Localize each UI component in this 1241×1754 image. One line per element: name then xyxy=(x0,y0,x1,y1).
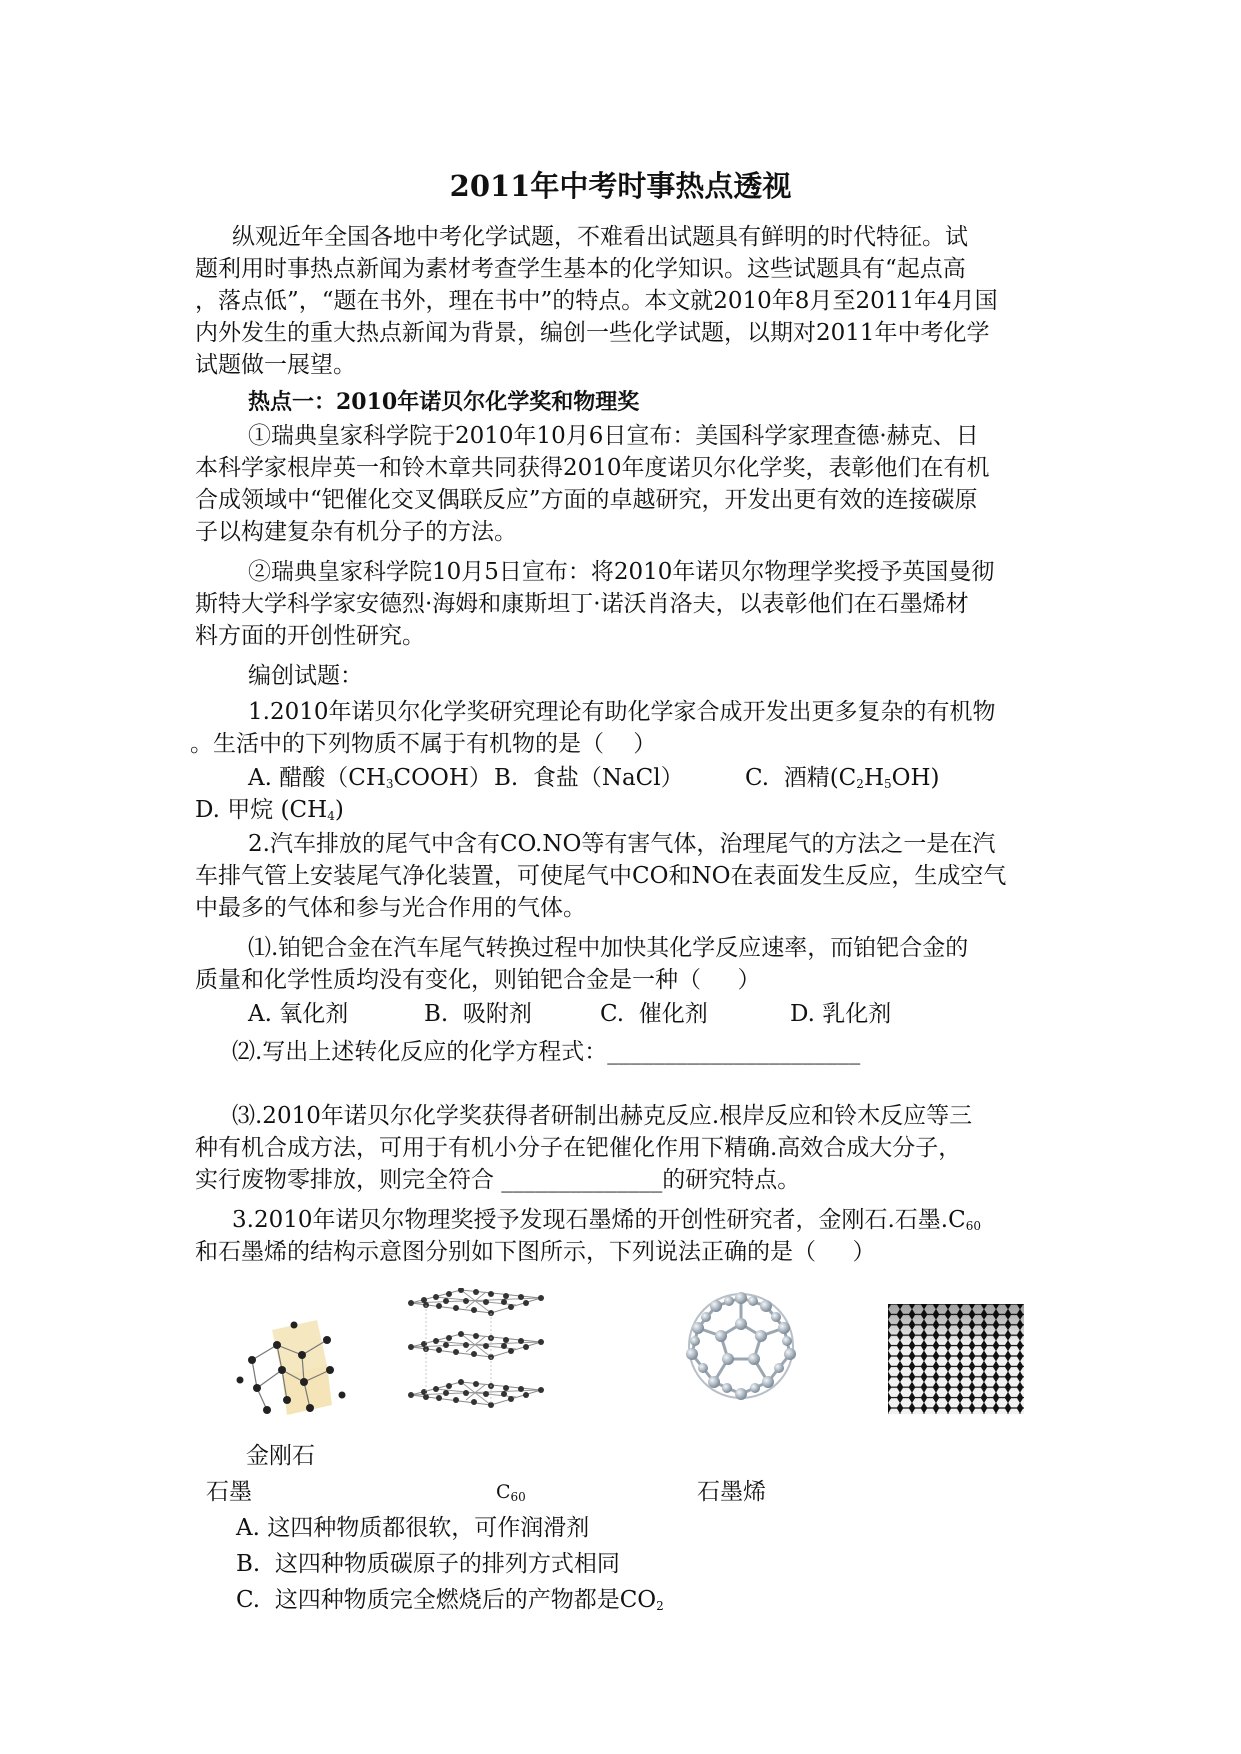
q3-option-c: C. 这四种物质完全燃烧后的产物都是$CO_2$ xyxy=(236,1587,664,1613)
q1-option-d: D. 甲烷 $(CH_4)$ xyxy=(195,797,344,823)
diamond-label: 金刚石 xyxy=(246,1443,315,1469)
question-2-1-line-2: 质量和化学性质均没有变化，则铂钯合金是一种（ ） xyxy=(195,967,761,993)
news-1-line-3: 合成领域中“钯催化交叉偶联反应”方面的卓越研究，开发出更有效的连接碳原 xyxy=(195,487,978,513)
intro-line-5: 试题做一展望。 xyxy=(195,352,356,378)
intro-line-2: 题利用时事热点新闻为素材考查学生基本的化学知识。这些试题具有“起点高 xyxy=(195,256,966,282)
question-2-2: ⑵.写出上述转化反应的化学方程式：______________________ xyxy=(232,1039,861,1065)
question-1-line-1: 1.2010年诺贝尔化学奖研究理论有助化学家合成开发出更多复杂的有机物 xyxy=(248,699,996,725)
q2-1-option-c: C. 催化剂 xyxy=(600,1001,708,1027)
question-2-1-line-1: ⑴.铂钯合金在汽车尾气转换过程中加快其化学反应速率，而铂钯合金的 xyxy=(248,935,969,961)
question-2-3-line-3: 实行废物零排放，则完全符合 ______________的研究特点。 xyxy=(195,1167,801,1193)
question-1-line-2: 。生活中的下列物质不属于有机物的是（ ） xyxy=(190,731,657,757)
question-2-line-1: 2.汽车排放的尾气中含有CO.NO等有害气体，治理尾气的方法之一是在汽 xyxy=(248,831,996,857)
news-2-line-1: ②瑞典皇家科学院10月5日宣布：将2010年诺贝尔物理学奖授予英国曼彻 xyxy=(248,559,995,585)
news-1-line-1: ①瑞典皇家科学院于2010年10月6日宣布：美国科学家理查德·赫克、日 xyxy=(248,423,979,449)
question-2-3-line-2: 种有机合成方法，可用于有机小分子在钯催化作用下精确.高效合成大分子， xyxy=(195,1135,962,1161)
question-2-line-2: 车排气管上安装尾气净化装置，可使尾气中CO和NO在表面发生反应，生成空气 xyxy=(195,863,1007,889)
graphene-label: 石墨烯 xyxy=(697,1479,766,1505)
q2-1-option-a: A. 氧化剂 xyxy=(248,1001,349,1027)
question-3-line-2: 和石墨烯的结构示意图分别如下图所示，下列说法正确的是（ ） xyxy=(195,1239,876,1265)
q3-option-a: A. 这四种物质都很软，可作润滑剂 xyxy=(236,1515,590,1541)
intro-line-3: ，落点低”，“题在书外，理在书中”的特点。本文就2010年8月至2011年4月国 xyxy=(195,288,998,314)
news-2-line-2: 斯特大学科学家安德烈·海姆和康斯坦丁·诺沃肖洛夫，以表彰他们在石墨烯材 xyxy=(195,591,969,617)
news-2-line-3: 料方面的开创性研究。 xyxy=(195,623,425,649)
graphite-label: 石墨 xyxy=(206,1479,252,1505)
graphite-structure-figure xyxy=(406,1288,546,1418)
question-2-3-line-1: ⑶.2010年诺贝尔化学奖获得者研制出赫克反应.根岸反应和铃木反应等三 xyxy=(232,1103,973,1129)
q1-option-b: B. 食盐（NaCl） xyxy=(494,765,684,791)
q2-1-option-d: D. 乳化剂 xyxy=(790,1001,892,1027)
graphene-structure-figure xyxy=(888,1304,1024,1414)
page-title: 2011年中考时事热点透视 xyxy=(449,169,792,203)
section-label: 编创试题： xyxy=(248,663,363,689)
q1-option-a: A. 醋酸$(CH_3COOH)$ xyxy=(248,765,492,791)
c60-label: $C_{60}$ xyxy=(496,1481,526,1504)
question-2-line-3: 中最多的气体和参与光合作用的气体。 xyxy=(195,895,586,921)
news-1-line-4: 子以构建复杂有机分子的方法。 xyxy=(195,519,517,545)
diamond-structure-figure xyxy=(232,1310,352,1420)
q1-option-c: C. 酒精$(C_2H_5OH)$ xyxy=(745,765,940,791)
q3-option-b: B. 这四种物质碳原子的排列方式相同 xyxy=(236,1551,620,1577)
c60-structure-figure xyxy=(676,1284,806,1409)
intro-line-1: 纵观近年全国各地中考化学试题，不难看出试题具有鲜明的时代特征。试 xyxy=(232,224,968,250)
news-1-line-2: 本科学家根岸英一和铃木章共同获得2010年度诺贝尔化学奖，表彰他们在有机 xyxy=(195,455,990,481)
intro-line-4: 内外发生的重大热点新闻为背景，编创一些化学试题，以期对2011年中考化学 xyxy=(195,320,990,346)
q2-1-option-b: B. 吸附剂 xyxy=(424,1001,532,1027)
question-3-line-1: 3.2010年诺贝尔物理奖授予发现石墨烯的开创性研究者，金刚石.石墨$.C_{60}$ xyxy=(232,1207,981,1233)
hotspot-1-heading: 热点一：2010年诺贝尔化学奖和物理奖 xyxy=(248,389,640,415)
